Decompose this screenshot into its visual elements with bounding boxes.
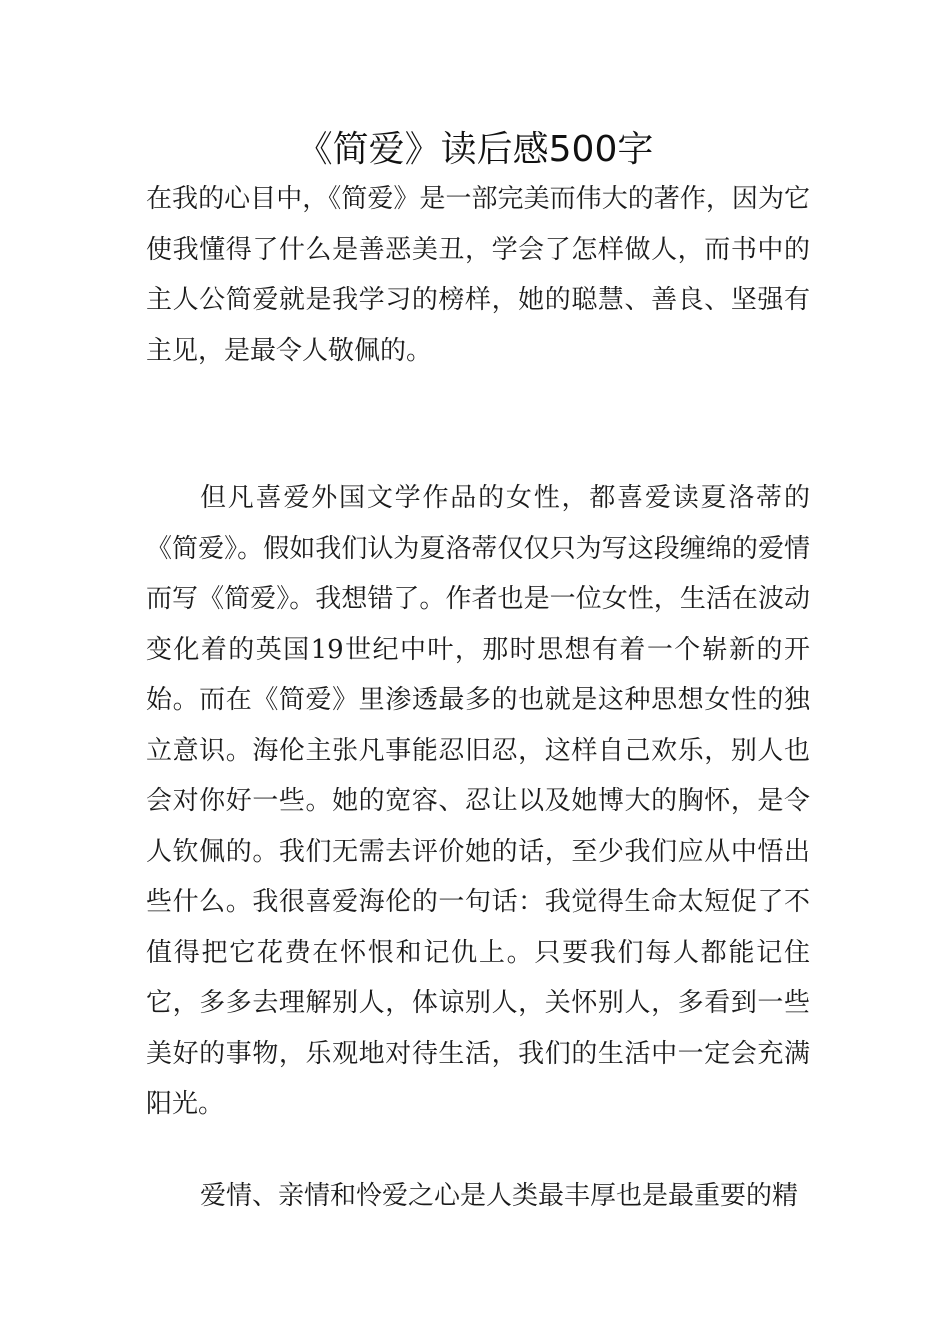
paragraph-3: 爱情、亲情和怜爱之心是人类最丰厚也是最重要的精 (200, 1181, 799, 1211)
document-title: 《简爱》读后感500字 (296, 129, 654, 170)
paragraph-2: 但凡喜爱外国文学作品的女性，都喜爱读夏洛蒂的《简爱》。假如我们认为夏洛蒂仅仅只为写这段缠绵的爱情而写《简爱》。我想错了。作者也是一位女性，生活在波动变化着的英国19世纪中叶，那时思想有着一个崭新的开始。而在《简爱》里渗透最多的也就是这种思想女性的独立意识。海伦主张凡事能忍旧忍，这样自己欢乐，别人也会对你好一些。她的宽容、忍让以及她博大的胸怀，是令人钦佩的。我们无需去评价她的话，至少我们应从中悟出些什么。我很喜爱海伦的一句话：我觉得生命太短促了不值得把它花费在怀恨和记仇上。只要我们每人都能记住它，多多去理解别人，体谅别人，关怀别人，多看到一些美好的事物，乐观地对待生活，我们的生活中一定会充满阳光。 (146, 483, 810, 1119)
paragraph-1: 在我的心目中，《简爱》是一部完美而伟大的著作，因为它使我懂得了什么是善恶美丑，学会了怎样做人，而书中的主人公简爱就是我学习的榜样，她的聪慧、善良、坚强有主见，是最令人敬佩的。 (146, 184, 810, 366)
